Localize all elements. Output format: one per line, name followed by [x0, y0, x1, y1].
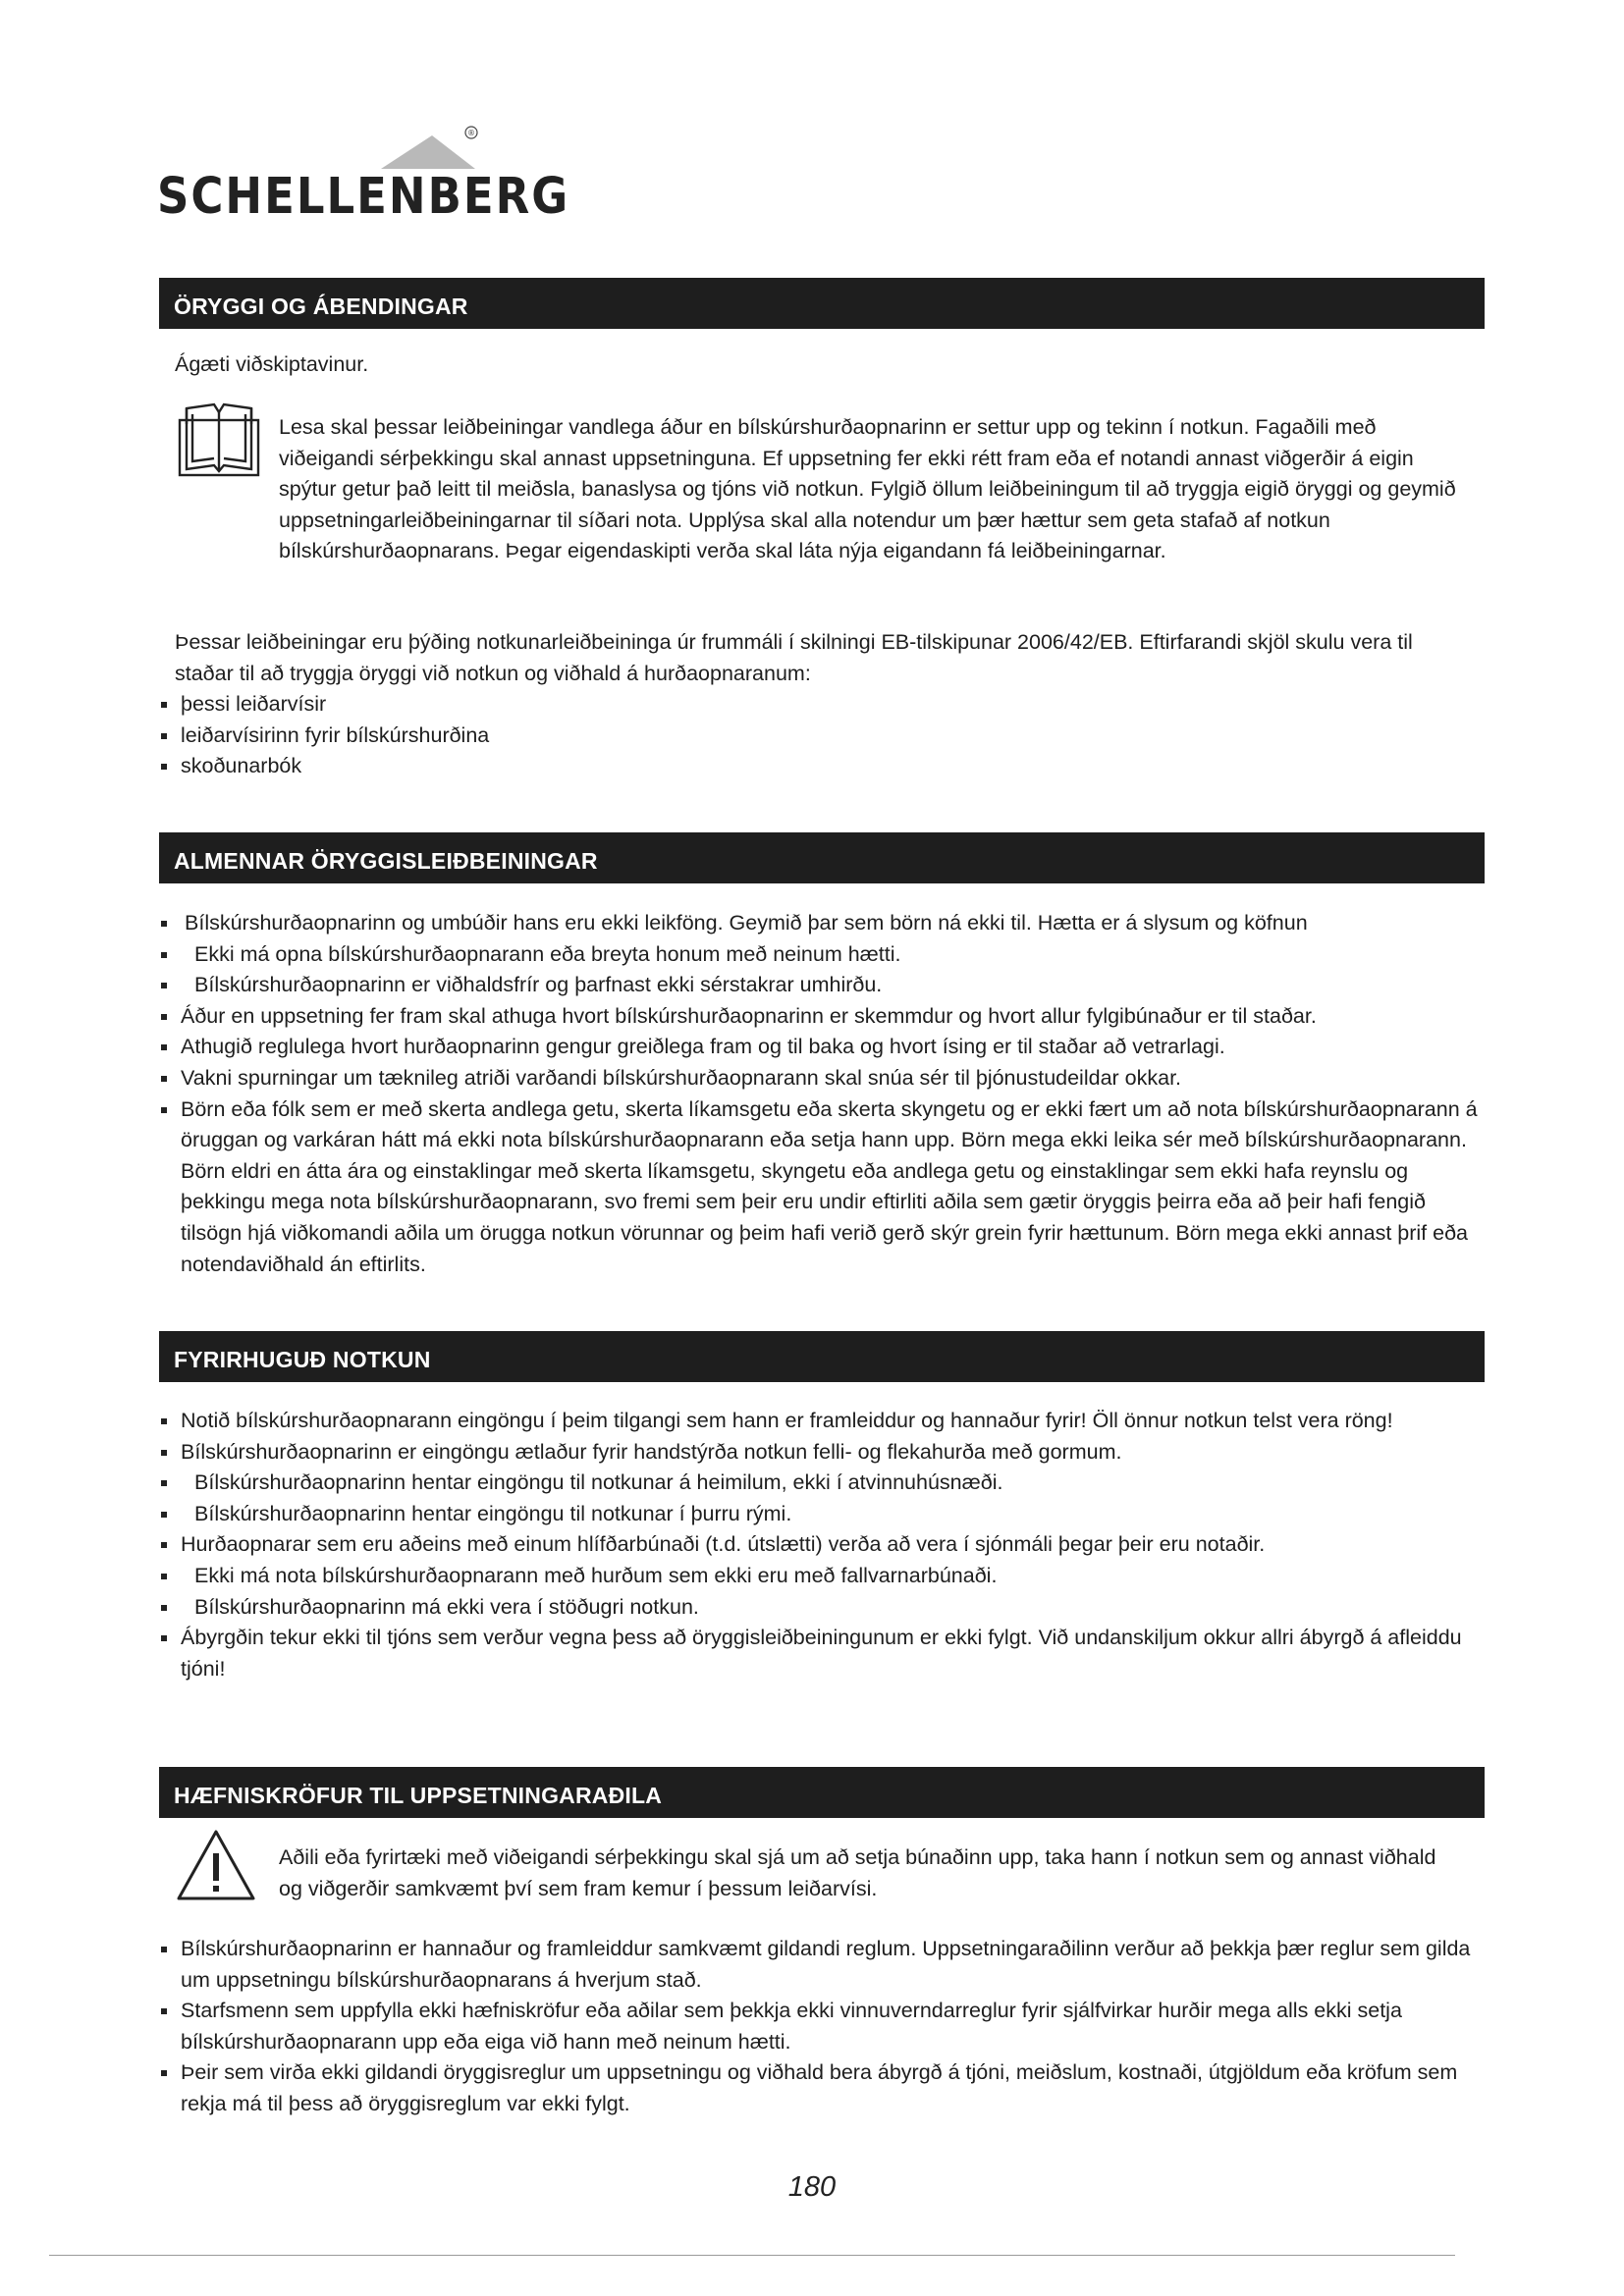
list-item: Starfsmenn sem uppfylla ekki hæfniskröfur eða aðilar sem þekkja ekki vinnuverndarreglur fyrir sjálfvirkar hurðir mega alls ekki setja bílskúrshurðaopnarann upp eða eiga við hann með neinum hætti. [159, 1996, 1480, 2057]
page-number: 180 [787, 2171, 837, 2203]
section-title-installer: HÆFNISKRÖFUR TIL UPPSETNINGARAÐILA [159, 1767, 1485, 1818]
translation-note: Þessar leiðbeiningar eru þýðing notkunarleiðbeininga úr frummáli í skilningi EB-tilskipunar 2006/42/EB. Eftirfarandi skjöl skulu vera til staðar til að tryggja öryggi við notkun og viðhald á hurðaopnaranum: [175, 630, 1413, 685]
installer-warning: Aðili eða fyrirtæki með viðeigandi sérþekkingu skal sjá um að setja búnaðinn upp, taka hann í notkun sem og annast viðhald og viðgerðir samkvæmt því sem fram kemur í þessum leiðarvísi. [279, 1845, 1436, 1900]
list-item: Bílskúrshurðaopnarinn er hannaður og framleiddur samkvæmt gildandi reglum. Uppsetningaraðilinn verður að þekkja þær reglur sem gilda um uppsetningu bílskúrshurðaopnarans á hverjum stað. [159, 1934, 1480, 1996]
intended-use-list [159, 1406, 1480, 1684]
documents-list [159, 689, 1435, 782]
installer-list [159, 1934, 1480, 2120]
registered-mark: ® [467, 129, 475, 137]
list-item: skoðunarbók [159, 751, 1435, 782]
footer-divider [49, 2255, 1455, 2256]
list-item: Bílskúrshurðaopnarinn er viðhaldsfrír og þarfnast ekki sérstakrar umhirðu. [159, 970, 1485, 1001]
list-item: Börn eða fólk sem er með skerta andlega getu, skerta líkamsgetu eða skerta skyngetu og er ekki fært um að nota bílskúrshurðaopnarann á öruggan og varkáran hátt má ekki nota bílskúrshurðaopnarann eða setja hann upp. Börn mega ekki leika sér með bílskúrshurðaopnarann. Börn eldri en átta ára og einstaklingar með skerta líkamsgetu, skyngetu eða andlega getu og einstaklingar sem ekki hafa reynslu og þekkingu mega nota bílskúrshurðaopnarann, svo fremi sem þeir eru undir eftirliti aðila sem gætir öryggis þeirra eða að þeir hafi fengið tilsögn hjá viðkomandi aðila um örugga notkun vörunnar og þeim hafi verið gerð skýr grein fyrir hættunum. Börn mega ekki annast þrif eða notendaviðhald án eftirlits. [159, 1095, 1485, 1281]
list-item: Athugið reglulega hvort hurðaopnarinn gengur greiðlega fram og til baka og hvort ísing er til staðar að vetrarlagi. [159, 1032, 1485, 1063]
section-title-safety: ÖRYGGI OG ÁBENDINGAR [159, 278, 1485, 329]
list-item: Bílskúrshurðaopnarinn hentar eingöngu til notkunar á heimilum, ekki í atvinnuhúsnæði. [159, 1468, 1480, 1499]
list-item: Ábyrgðin tekur ekki til tjóns sem verður vegna þess að öryggisleiðbeiningunum er ekki fylgt. Við undanskiljum okkur allri ábyrgð á afleiddu tjóni! [159, 1623, 1480, 1684]
list-item: Hurðaopnarar sem eru aðeins með einum hlífðarbúnaði (t.d. útslætti) verða að vera í sjónmáli þegar þeir eru notaðir. [159, 1529, 1480, 1561]
list-item: Þeir sem virða ekki gildandi öryggisreglur um uppsetningu og viðhald bera ábyrgð á tjóni, meiðslum, kostnaði, útgjöldum eða kröfum sem rekja má til þess að öryggisreglum var ekki fylgt. [159, 2057, 1480, 2119]
list-item: Bílskúrshurðaopnarinn má ekki vera í stöðugri notkun. [159, 1592, 1480, 1624]
list-item: Áður en uppsetning fer fram skal athuga hvort bílskúrshurðaopnarinn er skemmdur og hvort allur fylgibúnaður er til staðar. [159, 1001, 1485, 1033]
section-title-intended-use: FYRIRHUGUÐ NOTKUN [159, 1331, 1485, 1382]
list-item: Ekki má nota bílskúrshurðaopnarann með hurðum sem ekki eru með fallvarnarbúnaði. [159, 1561, 1480, 1592]
section-title-general: ALMENNAR ÖRYGGISLEIÐBEININGAR [159, 832, 1485, 883]
list-item: Ekki má opna bílskúrshurðaopnarann eða breyta honum með neinum hætti. [159, 939, 1485, 971]
brand-logo [157, 126, 570, 226]
list-item: Bílskúrshurðaopnarinn hentar eingöngu til notkunar í þurru rými. [159, 1499, 1480, 1530]
list-item: Notið bílskúrshurðaopnarann eingöngu í þeim tilgangi sem hann er framleiddur og hannaður fyrir! Öll önnur notkun telst vera röng! [159, 1406, 1480, 1437]
warning-icon [175, 1828, 257, 1902]
greeting: Ágæti viðskiptavinur. [175, 352, 369, 376]
safety-intro: Lesa skal þessar leiðbeiningar vandlega áður en bílskúrshurðaopnarinn er settur upp og tekinn í notkun. Fagaðili með viðeigandi sérþekkingu skal annast uppsetninguna. Ef uppsetning fer ekki rétt fram eða ef notandi annast viðgerðir á eigin spýtur getur það leitt til meiðsla, banaslysa og tjóns við notkun. Fylgið öllum leiðbeiningum til að tryggja eigið öryggi og geymið uppsetningarleiðbeiningarnar til síðari nota. Upplýsa skal alla notendur um þær hættur sem geta stafað af notkun bílskúrshurðaopnarans. Þegar eigendaskipti verða skal láta nýja eigandann fá leiðbeiningarnar. [279, 415, 1456, 563]
list-item: leiðarvísirinn fyrir bílskúrshurðina [159, 721, 1435, 752]
general-safety-list [159, 908, 1485, 1280]
list-item: Vakni spurningar um tæknileg atriði varðandi bílskúrshurðaopnarann skal snúa sér til þjónustudeildar okkar. [159, 1063, 1485, 1095]
list-item: Bílskúrshurðaopnarinn er eingöngu ætlaður fyrir handstýrða notkun felli- og flekahurða með gormum. [159, 1437, 1480, 1468]
brand-name: SCHELLENBERG [157, 167, 570, 226]
book-icon [177, 400, 261, 479]
list-item: þessi leiðarvísir [159, 689, 1435, 721]
list-item: Bílskúrshurðaopnarinn og umbúðir hans eru ekki leikföng. Geymið þar sem börn ná ekki til. Hætta er á slysum og köfnun [159, 908, 1485, 939]
